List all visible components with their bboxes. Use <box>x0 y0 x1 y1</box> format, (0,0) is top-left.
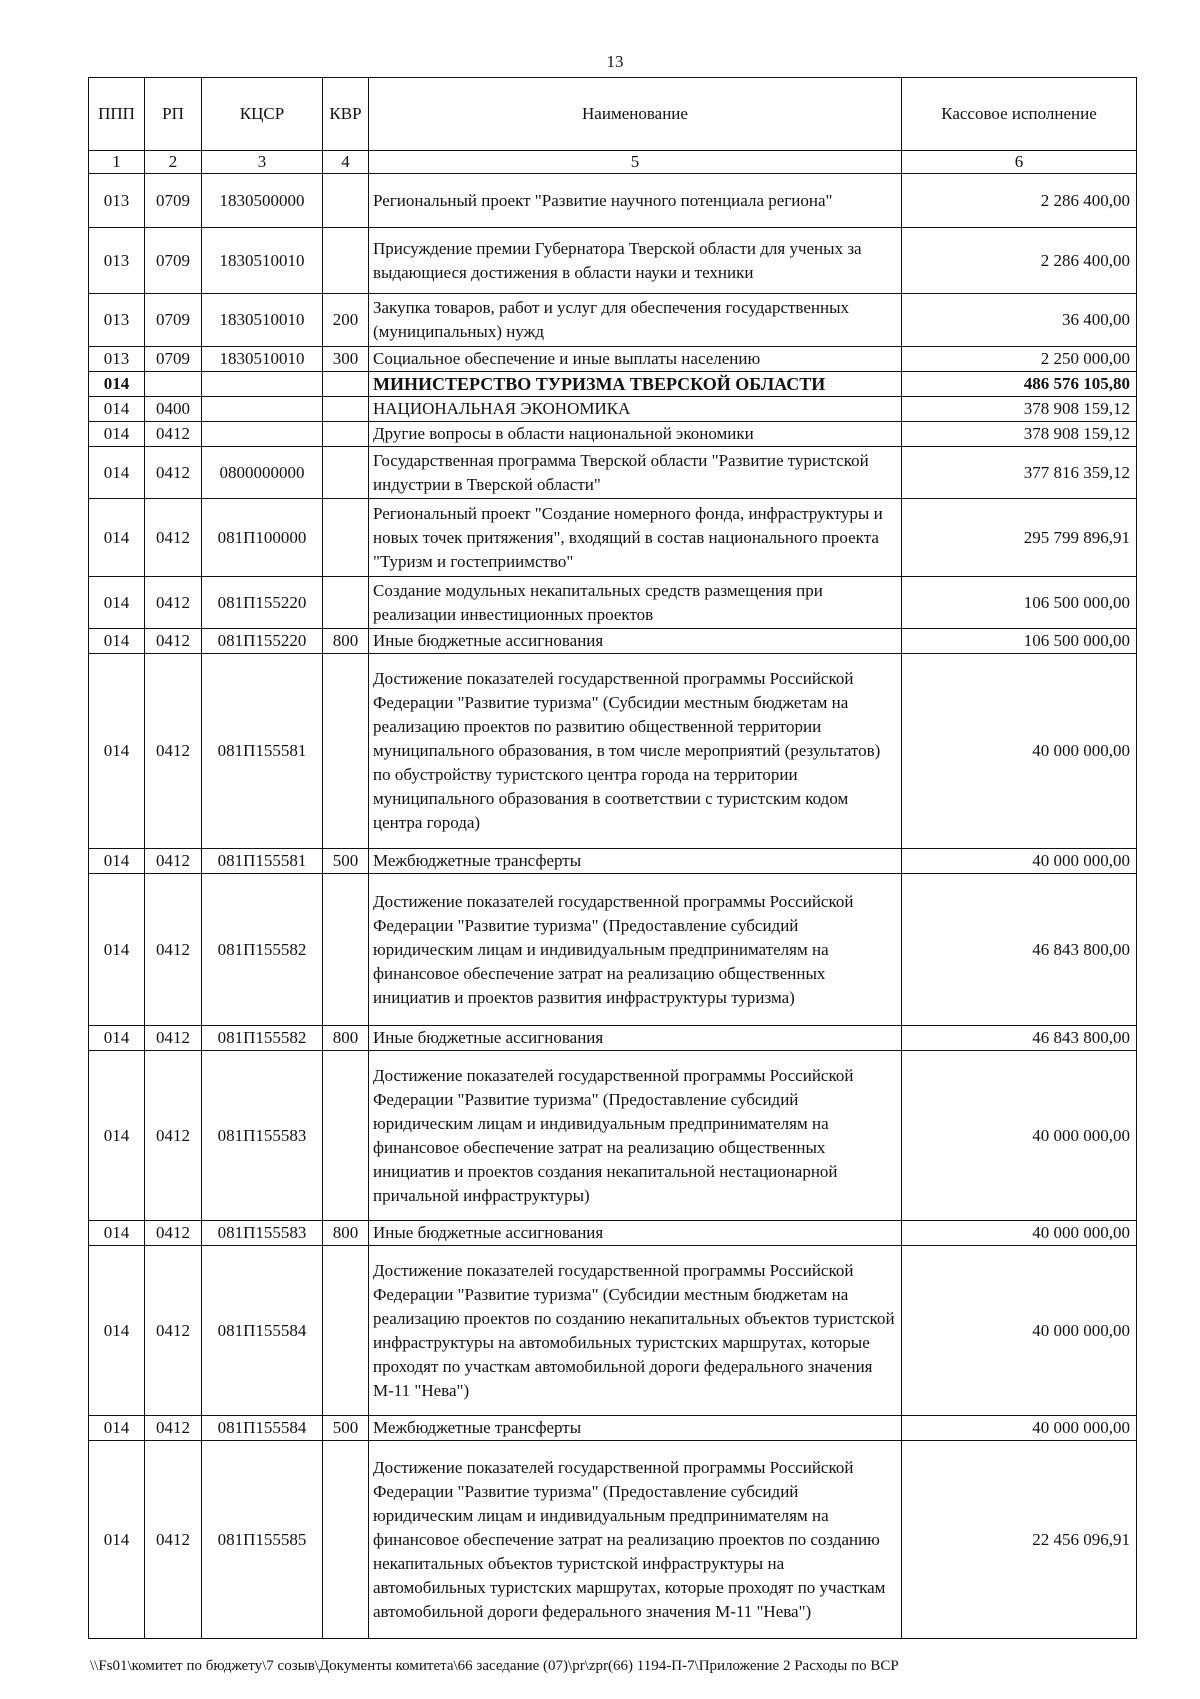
cell-name: Межбюджетные трансферты <box>369 849 902 874</box>
table-row <box>89 397 1137 422</box>
cell-rp: 0412 <box>145 654 202 849</box>
cell-ppp: 014 <box>89 1221 145 1246</box>
table-row <box>89 874 1137 1026</box>
cell-rp: 0412 <box>145 577 202 629</box>
cell-ppp: 014 <box>89 422 145 447</box>
cell-amount: 377 816 359,12 <box>902 447 1137 499</box>
column-number-row <box>89 151 1137 174</box>
cell-ppp: 014 <box>89 447 145 499</box>
cell-ppp: 014 <box>89 372 145 397</box>
column-number: 6 <box>902 151 1137 174</box>
cell-rp <box>145 372 202 397</box>
table-row <box>89 447 1137 499</box>
table-row <box>89 347 1137 372</box>
column-number: 2 <box>145 151 202 174</box>
cell-kcsr: 081П100000 <box>202 499 323 577</box>
cell-amount: 295 799 896,91 <box>902 499 1137 577</box>
cell-amount: 2 286 400,00 <box>902 228 1137 294</box>
table-row <box>89 577 1137 629</box>
cell-amount: 486 576 105,80 <box>902 372 1137 397</box>
cell-name: Присуждение премии Губернатора Тверской области для ученых за выдающиеся достижения в области науки и техники <box>369 228 902 294</box>
cell-kvr: 500 <box>323 1416 369 1441</box>
cell-ppp: 013 <box>89 294 145 347</box>
cell-kvr: 800 <box>323 629 369 654</box>
header-ppp: ППП <box>89 78 145 151</box>
table-row <box>89 1246 1137 1416</box>
cell-rp: 0400 <box>145 397 202 422</box>
cell-rp: 0412 <box>145 1051 202 1221</box>
table-row <box>89 294 1137 347</box>
cell-rp: 0412 <box>145 629 202 654</box>
table-row <box>89 849 1137 874</box>
cell-kcsr: 081П155583 <box>202 1221 323 1246</box>
cell-name: Региональный проект "Развитие научного потенциала региона" <box>369 174 902 228</box>
cell-ppp: 014 <box>89 1246 145 1416</box>
cell-amount: 36 400,00 <box>902 294 1137 347</box>
cell-amount: 2 286 400,00 <box>902 174 1137 228</box>
table-row <box>89 1051 1137 1221</box>
table-row <box>89 1026 1137 1051</box>
file-path-footer: \\Fs01\комитет по бюджету\7 созыв\Документы комитета\66 заседание (07)\pr\zpr(66) 1194-П-7\Приложение 2 Расходы по ВСР <box>90 1658 899 1674</box>
cell-rp: 0412 <box>145 1221 202 1246</box>
cell-ppp: 014 <box>89 654 145 849</box>
cell-amount: 106 500 000,00 <box>902 629 1137 654</box>
cell-kvr <box>323 1246 369 1416</box>
cell-amount: 106 500 000,00 <box>902 577 1137 629</box>
cell-rp: 0412 <box>145 1246 202 1416</box>
cell-kvr <box>323 654 369 849</box>
cell-kvr <box>323 228 369 294</box>
cell-kvr: 500 <box>323 849 369 874</box>
cell-name: Создание модульных некапитальных средств размещения при реализации инвестиционных проектов <box>369 577 902 629</box>
cell-ppp: 014 <box>89 1441 145 1639</box>
cell-kvr <box>323 1051 369 1221</box>
cell-kcsr: 0800000000 <box>202 447 323 499</box>
cell-rp: 0412 <box>145 1416 202 1441</box>
cell-ppp: 013 <box>89 174 145 228</box>
cell-amount: 46 843 800,00 <box>902 874 1137 1026</box>
table-body <box>89 174 1137 1639</box>
cell-amount: 40 000 000,00 <box>902 849 1137 874</box>
header-name: Наименование <box>369 78 902 151</box>
cell-name: Иные бюджетные ассигнования <box>369 1026 902 1051</box>
cell-rp: 0412 <box>145 849 202 874</box>
cell-kcsr: 081П155582 <box>202 874 323 1026</box>
cell-kvr: 800 <box>323 1026 369 1051</box>
table-row <box>89 1221 1137 1246</box>
cell-name: Государственная программа Тверской области "Развитие туристской индустрии в Тверской области" <box>369 447 902 499</box>
cell-kvr: 300 <box>323 347 369 372</box>
cell-rp: 0412 <box>145 447 202 499</box>
cell-rp: 0709 <box>145 174 202 228</box>
cell-ppp: 013 <box>89 228 145 294</box>
cell-kvr <box>323 372 369 397</box>
table-row <box>89 1441 1137 1639</box>
cell-name: Достижение показателей государственной программы Российской Федерации "Развитие туризма" (Субсидии местным бюджетам на реализацию проектов по созданию некапитальных объектов туристской инфраструктуры на автомобильных туристских маршрутах, которые проходят по участкам автомобильной дороги федерального значения М-11 "Нева") <box>369 1246 902 1416</box>
cell-kvr <box>323 874 369 1026</box>
cell-ppp: 014 <box>89 577 145 629</box>
cell-name: Другие вопросы в области национальной экономики <box>369 422 902 447</box>
cell-name: Иные бюджетные ассигнования <box>369 1221 902 1246</box>
cell-name: Межбюджетные трансферты <box>369 1416 902 1441</box>
cell-name: Социальное обеспечение и иные выплаты населению <box>369 347 902 372</box>
cell-rp: 0709 <box>145 347 202 372</box>
cell-ppp: 014 <box>89 629 145 654</box>
cell-rp: 0412 <box>145 1026 202 1051</box>
cell-rp: 0709 <box>145 228 202 294</box>
header-kcsr: КЦСР <box>202 78 323 151</box>
cell-kcsr <box>202 422 323 447</box>
cell-kcsr: 081П155220 <box>202 577 323 629</box>
cell-name: Достижение показателей государственной программы Российской Федерации "Развитие туризма" (Предоставление субсидий юридическим лицам и индивидуальным предпринимателям на финансовое обеспечение затрат на реализацию проектов по созданию некапитальных объектов туристской инфраструктуры на автомобильных туристских маршрутах, которые проходят по участкам автомобильной дороги федерального значения М-11 "Нева") <box>369 1441 902 1639</box>
table-row <box>89 174 1137 228</box>
cell-amount: 40 000 000,00 <box>902 1416 1137 1441</box>
cell-ppp: 014 <box>89 397 145 422</box>
cell-kcsr <box>202 372 323 397</box>
table-row <box>89 629 1137 654</box>
cell-name: НАЦИОНАЛЬНАЯ ЭКОНОМИКА <box>369 397 902 422</box>
cell-kvr: 800 <box>323 1221 369 1246</box>
table-row <box>89 372 1137 397</box>
cell-name: Достижение показателей государственной программы Российской Федерации "Развитие туризма" (Предоставление субсидий юридическим лицам и индивидуальным предпринимателям на финансовое обеспечение затрат на реализацию общественных инициатив и проектов создания некапитальной нестационарной причальной инфраструктуры) <box>369 1051 902 1221</box>
cell-kcsr: 081П155585 <box>202 1441 323 1639</box>
cell-ppp: 014 <box>89 874 145 1026</box>
cell-ppp: 014 <box>89 1416 145 1441</box>
cell-kvr <box>323 397 369 422</box>
cell-rp: 0709 <box>145 294 202 347</box>
cell-kcsr: 1830500000 <box>202 174 323 228</box>
cell-kcsr <box>202 397 323 422</box>
cell-amount: 40 000 000,00 <box>902 1051 1137 1221</box>
table-row <box>89 654 1137 849</box>
cell-kvr <box>323 1441 369 1639</box>
cell-kcsr: 081П155584 <box>202 1246 323 1416</box>
column-number: 5 <box>369 151 902 174</box>
cell-name: Достижение показателей государственной программы Российской Федерации "Развитие туризма" (Предоставление субсидий юридическим лицам и индивидуальным предпринимателям на финансовое обеспечение затрат на реализацию общественных инициатив и проектов развития инфраструктуры туризма) <box>369 874 902 1026</box>
cell-amount: 2 250 000,00 <box>902 347 1137 372</box>
cell-kcsr: 081П155581 <box>202 654 323 849</box>
cell-amount: 378 908 159,12 <box>902 397 1137 422</box>
table-row <box>89 422 1137 447</box>
cell-amount: 40 000 000,00 <box>902 654 1137 849</box>
cell-name: Региональный проект "Создание номерного фонда, инфраструктуры и новых точек притяжения", входящий в состав национального проекта "Туризм и гостеприимство" <box>369 499 902 577</box>
cell-name: Достижение показателей государственной программы Российской Федерации "Развитие туризма" (Субсидии местным бюджетам на реализацию проектов по развитию общественной территории муниципального образования, в том числе мероприятий (результатов) по обустройству туристского центра города на территории муниципального образования в соответствии с туристским кодом центра города) <box>369 654 902 849</box>
table-row <box>89 228 1137 294</box>
cell-name: МИНИСТЕРСТВО ТУРИЗМА ТВЕРСКОЙ ОБЛАСТИ <box>369 372 902 397</box>
column-number: 1 <box>89 151 145 174</box>
header-kvr: КВР <box>323 78 369 151</box>
cell-kvr: 200 <box>323 294 369 347</box>
cell-amount: 40 000 000,00 <box>902 1246 1137 1416</box>
cell-kvr <box>323 422 369 447</box>
cell-kvr <box>323 447 369 499</box>
table-row <box>89 499 1137 577</box>
cell-rp: 0412 <box>145 422 202 447</box>
cell-ppp: 014 <box>89 1051 145 1221</box>
cell-kvr <box>323 499 369 577</box>
cell-rp: 0412 <box>145 1441 202 1639</box>
page-number: 13 <box>606 52 624 71</box>
cell-kcsr: 1830510010 <box>202 347 323 372</box>
cell-kcsr: 1830510010 <box>202 294 323 347</box>
cell-rp: 0412 <box>145 874 202 1026</box>
cell-kcsr: 081П155220 <box>202 629 323 654</box>
header-amount: Кассовое исполнение <box>902 78 1137 151</box>
cell-amount: 22 456 096,91 <box>902 1441 1137 1639</box>
cell-ppp: 013 <box>89 347 145 372</box>
cell-ppp: 014 <box>89 849 145 874</box>
table-row <box>89 1416 1137 1441</box>
cell-kcsr: 1830510010 <box>202 228 323 294</box>
cell-kcsr: 081П155584 <box>202 1416 323 1441</box>
cell-name: Закупка товаров, работ и услуг для обеспечения государственных (муниципальных) нужд <box>369 294 902 347</box>
column-number: 3 <box>202 151 323 174</box>
table-header-row <box>89 78 1137 151</box>
cell-rp: 0412 <box>145 499 202 577</box>
header-rp: РП <box>145 78 202 151</box>
cell-kcsr: 081П155583 <box>202 1051 323 1221</box>
cell-kcsr: 081П155582 <box>202 1026 323 1051</box>
cell-amount: 378 908 159,12 <box>902 422 1137 447</box>
cell-amount: 46 843 800,00 <box>902 1026 1137 1051</box>
cell-ppp: 014 <box>89 1026 145 1051</box>
cell-amount: 40 000 000,00 <box>902 1221 1137 1246</box>
cell-kvr <box>323 577 369 629</box>
column-number: 4 <box>323 151 369 174</box>
expenditure-table <box>88 77 1137 1639</box>
cell-kcsr: 081П155581 <box>202 849 323 874</box>
cell-ppp: 014 <box>89 499 145 577</box>
cell-name: Иные бюджетные ассигнования <box>369 629 902 654</box>
cell-kvr <box>323 174 369 228</box>
